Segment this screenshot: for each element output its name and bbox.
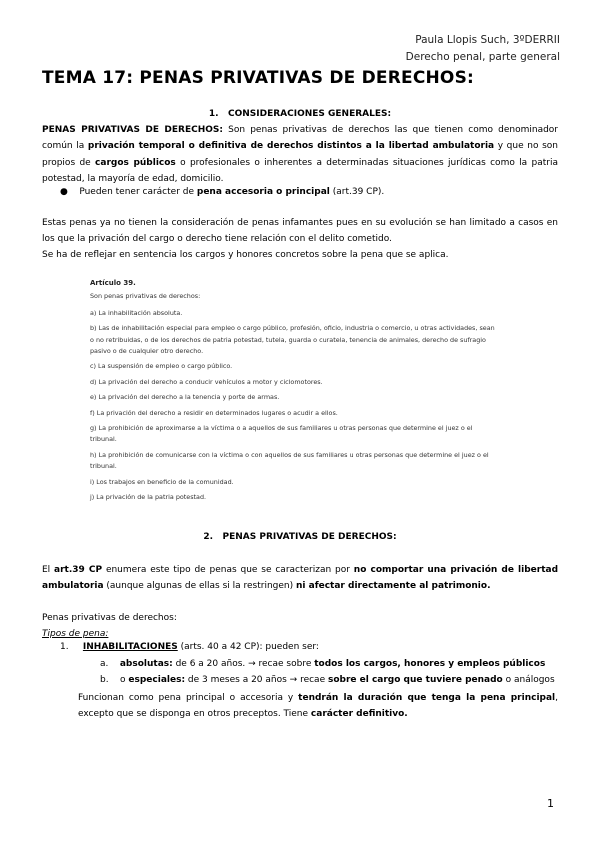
article-item: b) Las de inhabilitación especial para empleo o cargo público, profesión, oficio, industria o comercio, u otras actividades, sean o no retribuidas, o de los derechos de patria potestad, tutela, guarda o curatela, tenencia de animales, derecho de sufragio pasivo o de cualquier otro derecho.: [90, 324, 495, 356]
section-2-heading: [42, 532, 558, 542]
para6-text-1: Funcionan como pena principal o accesoria y: [78, 693, 299, 703]
suba-bold-2: todos los cargos, honores y empleos públicos: [314, 659, 546, 669]
bullet-item: [60, 184, 384, 200]
article-item: a) La inhabilitación absoluta.: [90, 308, 183, 317]
para6-bold-1: tendrán la duración que tenga la pena principal: [298, 693, 556, 703]
article-heading: Artículo 39.: [90, 279, 136, 287]
article-item: d) La privación del derecho a conducir vehículos a motor y ciclomotores.: [90, 377, 323, 386]
bullet-dot-icon: ●: [60, 187, 68, 197]
suba-text-1: de 6 a 20 años. → recae sobre: [172, 659, 315, 669]
section-1-title: CONSIDERACIONES GENERALES:: [227, 109, 392, 119]
intro-text-3: o profesionales o inherentes a determinadas situaciones jurídicas como la patria potestad, la mayoría de edad, domicilio.: [42, 157, 558, 185]
article-intro: Son penas privativas de derechos:: [90, 292, 201, 301]
article-item: c) La suspensión de empleo o cargo público.: [90, 362, 233, 371]
page-title: TEMA 17: PENAS PRIVATIVAS DE DERECHOS:: [42, 68, 475, 88]
article-item: e) La privación del derecho a la tenencia y porte de armas.: [90, 393, 280, 402]
list-rest: (arts. 40 a 42 CP): pueden ser:: [177, 642, 319, 652]
paragraph-sentencia: Se ha de reflejar en sentencia los cargos y honores concretos sobre la pena que se aplica.: [42, 250, 449, 260]
intro-bold-2: cargos públicos: [95, 157, 176, 168]
bullet-text-2: (art.39 CP).: [329, 187, 385, 197]
article-item: j) La privación de la patria potestad.: [90, 493, 207, 502]
sub-item-b: [100, 675, 555, 685]
para4-text-1: El: [42, 565, 55, 575]
paragraph-art39: [42, 562, 558, 595]
subb-text-1: o: [120, 675, 129, 685]
article-item: g) La prohibición de aproximarse a la víctima o a aquellos de sus familiares u otras personas que determine el juez o el tribunal.: [90, 424, 473, 444]
list-label: INHABILITACIONES: [82, 642, 178, 652]
tipos-de-pena-label: Tipos de pena:: [42, 629, 109, 639]
intro-paragraph: [42, 122, 558, 188]
intro-bold-1: privación temporal o definitiva de derechos distintos a la libertad ambulatoria: [87, 141, 495, 152]
list-item-inhabilitaciones: [60, 642, 319, 652]
suba-bold-1: absolutas:: [119, 659, 173, 669]
sub-letter-b: b.: [100, 675, 109, 685]
para6-text-2: , excepto que se disponga en otros preceptos. Tiene: [78, 693, 558, 720]
para6-bold-2: carácter definitivo.: [310, 709, 408, 720]
bullet-text-1: Pueden tener carácter de: [79, 187, 197, 197]
list-number: 1.: [60, 642, 69, 652]
intro-text-1: Son penas privativas de derechos las que tienen como denominador común la: [42, 125, 558, 152]
para4-text-2: enumera este tipo de penas que se caracterizan por: [102, 565, 354, 575]
paragraph-duracion: [78, 690, 558, 723]
article-item: h) La prohibición de comunicarse con la víctima o con aquellos de sus familiares u otras personas que determine el juez o el tribunal.: [90, 450, 489, 471]
page-number: 1: [547, 797, 554, 810]
section-2-number: 2.: [203, 532, 214, 542]
subb-text-3: o análogos: [502, 675, 555, 685]
bullet-bold: pena accesoria o principal: [196, 187, 330, 197]
intro-term: PENAS PRIVATIVAS DE DERECHOS:: [42, 125, 223, 135]
article-item: f) La privación del derecho a residir en determinados lugares o acudir a ellos.: [90, 408, 338, 417]
article-39-excerpt: [90, 278, 500, 504]
para4-bold-3: ni afectar directamente al patrimonio.: [296, 581, 491, 592]
para4-bold-1: art.39 CP: [54, 565, 103, 575]
section-1-number: 1.: [208, 109, 219, 119]
sub-letter-a: a.: [100, 659, 109, 669]
subb-bold-1: especiales:: [128, 675, 186, 685]
paragraph-penas: Penas privativas de derechos:: [42, 613, 177, 623]
subb-text-2: de 3 meses a 20 años → recae: [185, 675, 328, 685]
para4-text-3: (aunque algunas de ellas si la restringen): [103, 581, 296, 592]
section-2-title: PENAS PRIVATIVAS DE DERECHOS:: [222, 532, 397, 542]
header-subject: Derecho penal, parte general: [405, 51, 560, 63]
header: [406, 32, 560, 66]
section-1-heading: [42, 109, 558, 119]
article-item: i) Los trabajos en beneficio de la comunidad.: [90, 477, 234, 486]
sub-item-a: [100, 659, 545, 669]
intro-text-2: y que no son propios de: [42, 141, 558, 168]
para4-bold-2: no comportar una privación de libertad ambulatoria: [42, 565, 559, 592]
subb-bold-2: sobre el cargo que tuviere penado: [327, 675, 503, 685]
header-author: Paula Llopis Such, 3ºDERRII: [415, 34, 560, 46]
paragraph-evolution: Estas penas ya no tienen la consideración de penas infamantes pues en su evolución se han limitado a casos en los que la privación del cargo o derecho tiene relación con el delito cometido.: [42, 218, 558, 245]
